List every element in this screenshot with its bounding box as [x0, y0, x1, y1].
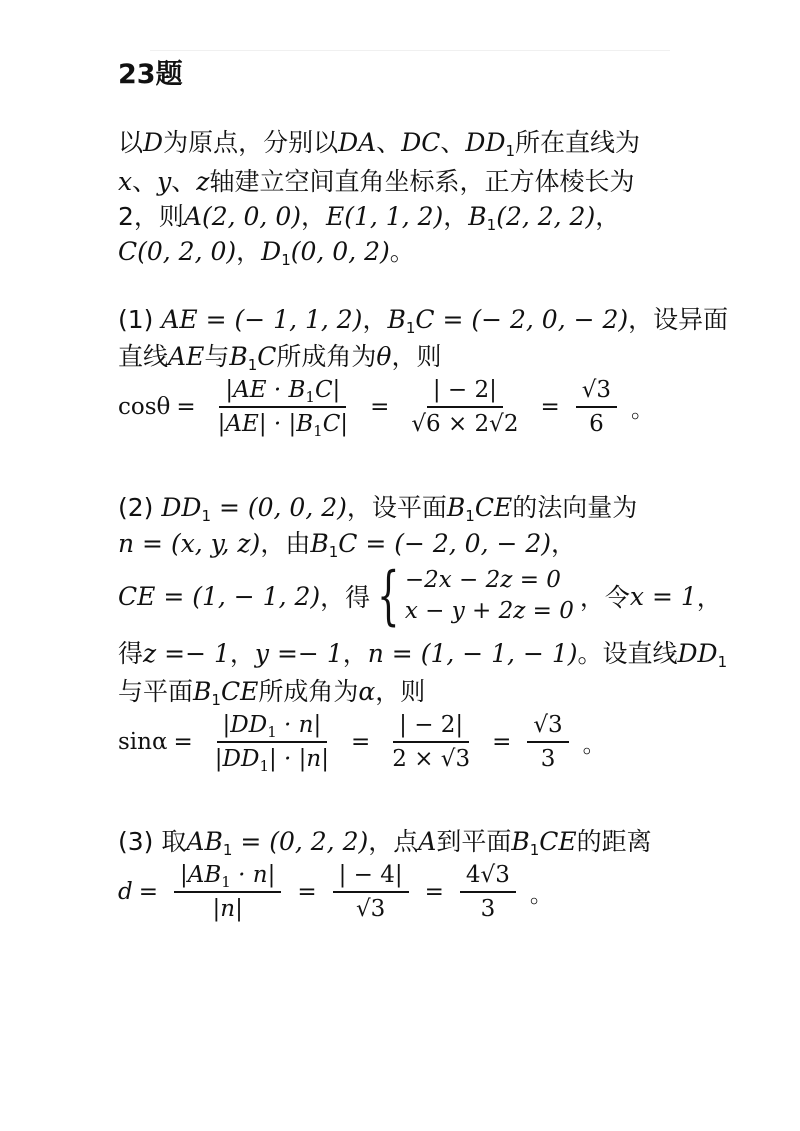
- separator: 、: [171, 167, 197, 196]
- math-CE: CE: [474, 493, 513, 522]
- normal-vector: n = (x, y, z): [118, 529, 261, 558]
- math-y: y: [157, 167, 172, 196]
- den-text: | · |n|: [268, 746, 329, 772]
- den-text: |DD: [214, 746, 260, 772]
- separator: ，: [236, 237, 262, 266]
- setup-text: 2，则: [118, 202, 184, 231]
- denominator: [212, 408, 354, 440]
- math-DA: DA: [338, 128, 377, 157]
- math-alpha: α: [358, 677, 376, 706]
- numerator: | − 2|: [427, 377, 503, 408]
- math-B: B: [468, 202, 487, 231]
- equals-sign: =: [350, 729, 371, 755]
- part-text: 所成角为: [276, 342, 377, 371]
- system-row: x − y + 2z = 0: [404, 598, 574, 624]
- denominator: 2 × √3: [392, 746, 471, 772]
- math-D: D: [261, 237, 282, 266]
- denominator: |n|: [212, 896, 243, 922]
- part-text: 的法向量为: [512, 493, 638, 522]
- equals-sign: =: [492, 729, 512, 755]
- subscript: 1: [717, 653, 728, 671]
- part-text: 所成角为: [258, 677, 359, 706]
- subscript: 1: [222, 841, 233, 859]
- math-B: B: [229, 342, 248, 371]
- point-A: A(2, 0, 0): [183, 202, 301, 231]
- subscript: 1: [247, 356, 258, 374]
- math-DD: DD: [161, 493, 202, 522]
- denominator: 6: [589, 411, 604, 437]
- subscript: 1: [313, 422, 323, 440]
- separator: ，: [551, 529, 577, 558]
- part-text: ，由: [260, 529, 311, 558]
- setup-text: 以: [118, 128, 144, 157]
- part-label: (3): [118, 827, 154, 856]
- equals-sign: =: [176, 394, 196, 420]
- period: 。: [631, 396, 655, 423]
- math-z: z: [196, 167, 210, 196]
- setup-text: 轴建立空间直角坐标系，正方体棱长为: [209, 167, 635, 196]
- part-text: 取: [161, 827, 187, 856]
- numerator: | − 2|: [393, 712, 469, 743]
- math-C: C: [257, 342, 277, 371]
- vector-B1C: C = (− 2, 0, − 2): [415, 305, 629, 334]
- period: 。: [582, 731, 606, 758]
- subscript: 1: [211, 691, 221, 709]
- equals-sign: =: [297, 879, 317, 905]
- equals-sign: =: [370, 394, 390, 420]
- part-text: 到平面: [436, 827, 512, 856]
- math-D: D: [143, 128, 164, 157]
- fraction: [460, 862, 516, 922]
- separator: ，: [595, 202, 621, 231]
- part-text: ，则: [391, 342, 442, 371]
- vector-AE: AE = (− 1, 1, 2): [161, 305, 363, 334]
- math-B: B: [387, 305, 406, 334]
- part-text: 得: [118, 639, 144, 668]
- math-B: B: [193, 677, 212, 706]
- num-text: |DD: [222, 712, 268, 738]
- subscript: 1: [529, 841, 540, 859]
- numerator: [219, 377, 346, 408]
- setup-line-1: [118, 123, 640, 163]
- vector-CE: CE = (1, − 1, 2): [118, 581, 321, 611]
- part-text: 的距离: [576, 827, 652, 856]
- point-D1-coord: (0, 0, 2): [290, 237, 390, 266]
- numerator: √3: [527, 712, 568, 743]
- point-C: C(0, 2, 0): [118, 237, 237, 266]
- fraction: [209, 712, 335, 775]
- part-text: ，令: [579, 583, 630, 612]
- fraction: [527, 712, 568, 772]
- denominator: [209, 743, 335, 775]
- math-AE: AE: [168, 342, 205, 371]
- fraction: [405, 377, 524, 437]
- part-text: 。设直线: [577, 639, 678, 668]
- denominator: √3: [355, 896, 386, 922]
- den-text: C|: [322, 411, 349, 437]
- math-AB: AB: [186, 827, 223, 856]
- numerator: [217, 712, 328, 743]
- normal-vector-value: n = (1, − 1, − 1): [367, 639, 578, 668]
- separator: ，: [229, 639, 255, 668]
- subscript: 1: [201, 507, 212, 525]
- math-DD: DD: [465, 128, 506, 157]
- denominator: 3: [480, 896, 496, 922]
- vector-AB1: = (0, 2, 2): [232, 827, 369, 856]
- subscript: 1: [486, 216, 497, 234]
- setup-text: 所在直线为: [515, 128, 641, 157]
- part-label: (1): [118, 305, 154, 334]
- problem-title: 23题: [118, 59, 183, 90]
- part-text: 直线: [118, 342, 169, 371]
- equation-system: [405, 565, 574, 627]
- math-x: x: [118, 167, 133, 196]
- setup-line-4: [118, 232, 415, 272]
- brace-icon: {: [377, 559, 400, 633]
- part-text: 与: [204, 342, 230, 371]
- num-text: |AE · B: [225, 377, 306, 403]
- subscript: 1: [267, 723, 277, 741]
- numerator: √3: [576, 377, 617, 408]
- fraction: [333, 862, 409, 922]
- part2-line-5: [118, 672, 425, 712]
- numerator: 4√3: [460, 862, 516, 893]
- part-text: ，设平面: [346, 493, 447, 522]
- math-CE: CE: [220, 677, 259, 706]
- setup-line-2: [118, 162, 634, 202]
- math-y-value: y =− 1: [254, 639, 343, 668]
- vector-B1C: C = (− 2, 0, − 2): [338, 529, 552, 558]
- separator: ，: [443, 202, 469, 231]
- fraction: [386, 712, 476, 772]
- part2-line-2: [118, 524, 576, 564]
- num-text: C|: [314, 377, 341, 403]
- subscript: 1: [281, 251, 291, 269]
- separator: ，: [696, 583, 722, 612]
- math-DC: DC: [401, 128, 441, 157]
- math-CE: CE: [539, 827, 577, 856]
- part-text: ，点: [368, 827, 419, 856]
- equals-sign: =: [138, 879, 159, 905]
- part-text: ，则: [375, 677, 426, 706]
- subscript: 1: [259, 757, 269, 775]
- period: 。: [389, 237, 415, 266]
- equals-sign: =: [540, 394, 560, 420]
- math-z-value: z =− 1: [143, 639, 230, 668]
- point-E: E(1, 1, 2): [326, 202, 444, 231]
- den-text: |AE| · |B: [217, 411, 314, 437]
- numerator: [174, 862, 281, 893]
- part-text: ，设异面: [628, 305, 729, 334]
- separator: ，: [362, 305, 388, 334]
- part2-line-4: [118, 634, 727, 674]
- part1-line-1: [118, 300, 728, 340]
- part1-cos-equation: [118, 377, 655, 440]
- math-B: B: [310, 529, 329, 558]
- subscript: 1: [465, 507, 475, 525]
- math-B: B: [446, 493, 466, 522]
- vector-DD1: = (0, 0, 2): [211, 493, 347, 522]
- separator: ，: [342, 639, 368, 668]
- denominator: 3: [540, 746, 556, 772]
- fraction: [212, 377, 354, 440]
- math-DD: DD: [677, 639, 718, 668]
- part-text: ，得: [320, 583, 371, 612]
- numerator: | − 4|: [333, 862, 409, 893]
- eq-lhs: sinα: [118, 729, 168, 755]
- part-label: (2): [118, 493, 154, 522]
- subscript: 1: [305, 388, 315, 406]
- point-B1-coord: (2, 2, 2): [496, 202, 596, 231]
- math-A: A: [418, 827, 437, 856]
- part-text: 与平面: [118, 677, 194, 706]
- subscript: 1: [505, 142, 516, 160]
- eq-lhs: d: [118, 879, 133, 905]
- top-divider: [150, 50, 670, 51]
- separator: ，: [300, 202, 326, 231]
- num-text: |AB: [180, 862, 222, 888]
- fraction: [576, 377, 617, 437]
- equals-sign: =: [173, 729, 193, 755]
- subscript: 1: [221, 873, 231, 891]
- fraction: [174, 862, 281, 922]
- math-B: B: [511, 827, 530, 856]
- part3-line-1: [118, 822, 652, 862]
- subscript: 1: [405, 319, 416, 337]
- part1-line-2: [118, 337, 442, 377]
- part2-system-line: [118, 559, 722, 633]
- period: 。: [529, 881, 553, 908]
- denominator: √6 × 2√2: [411, 411, 519, 437]
- eq-lhs: cosθ: [118, 394, 171, 420]
- system-row: −2x − 2z = 0: [404, 567, 561, 593]
- num-text: · n|: [230, 862, 276, 888]
- separator: 、: [376, 128, 402, 157]
- part3-distance-equation: [118, 862, 553, 922]
- num-text: · n|: [276, 712, 322, 738]
- math-theta: θ: [376, 342, 392, 371]
- subscript: 1: [328, 543, 339, 561]
- equals-sign: =: [424, 879, 444, 905]
- part2-line-1: [118, 488, 637, 528]
- setup-line-3: [118, 197, 620, 237]
- setup-text: 为原点，分别以: [163, 128, 339, 157]
- math-x-value: x = 1: [629, 581, 697, 611]
- part2-sin-equation: [118, 712, 606, 775]
- separator: 、: [440, 128, 466, 157]
- separator: 、: [132, 167, 158, 196]
